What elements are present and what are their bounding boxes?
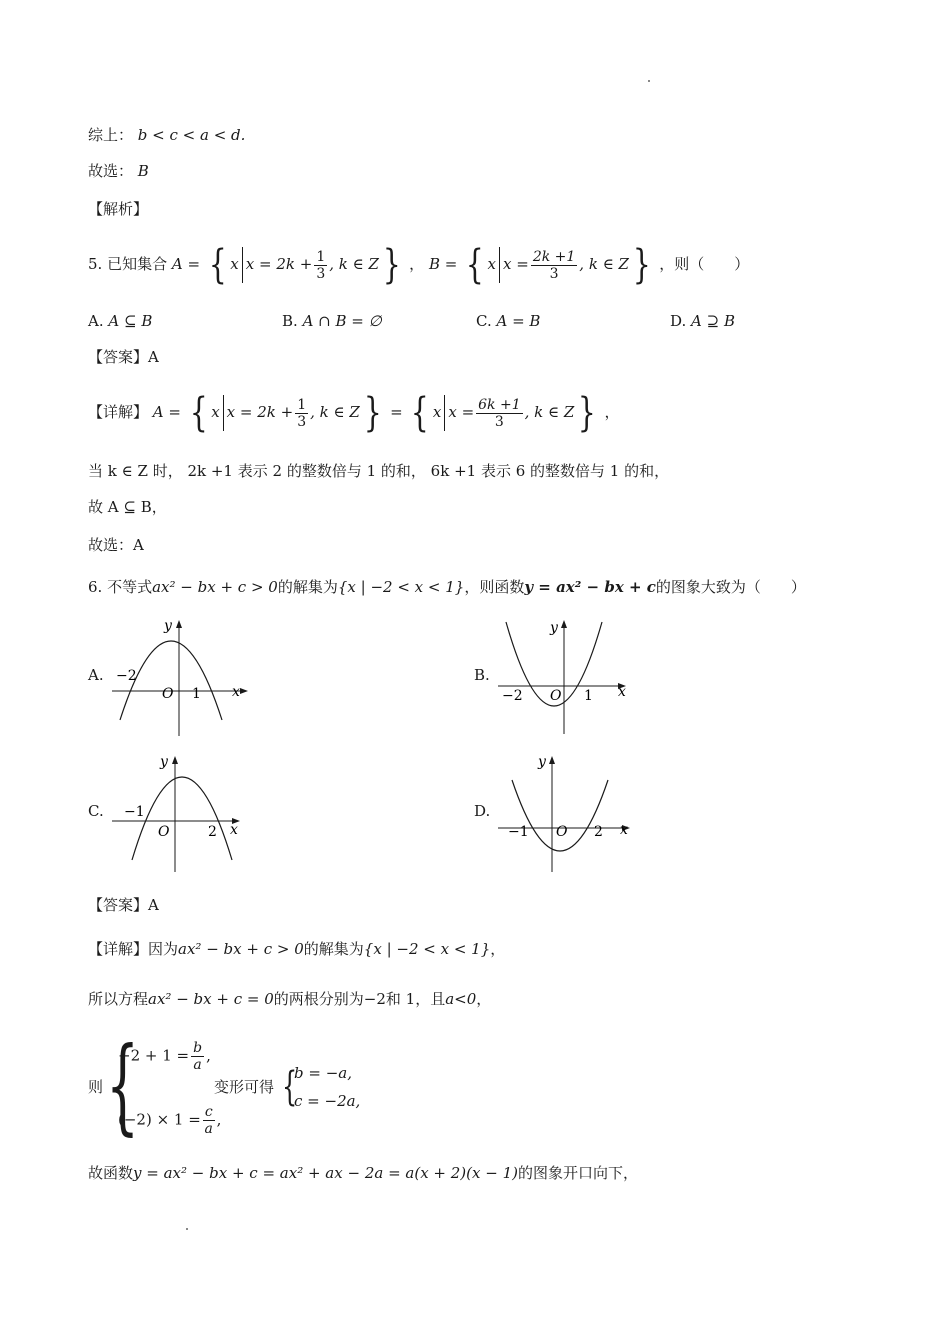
option-math: A ⊆ B (108, 312, 153, 330)
fraction-numerator: 1 (316, 248, 326, 265)
final-suffix: 的图象开口向下， (517, 1164, 638, 1182)
graph-d (494, 752, 644, 876)
left-brace-icon: { (189, 390, 208, 436)
q6-stem-suffix: 的图象大致为（ ） (655, 578, 806, 596)
choice-value: A (133, 536, 144, 554)
answer-label: 【答案】 (88, 348, 149, 366)
q6-stem-mid2: ，则函数 (464, 578, 525, 596)
q5-option-b (282, 310, 382, 332)
detail-text: ， (490, 940, 506, 958)
detail-lhs: A = (152, 403, 181, 421)
final-math: y = ax² − bx + c = ax² + ax − 2a = a(x + 2)(x − 1) (133, 1164, 518, 1182)
detail-root: −2 (363, 990, 386, 1008)
detail-elem: x (432, 403, 442, 421)
detail-label: 【详解】 (88, 940, 149, 958)
detail-text: 因为 (148, 940, 179, 958)
fraction-denominator: a (193, 1057, 202, 1073)
q5-stem-suffix: ，则（ ） (659, 255, 750, 273)
q5-set-a-cond: x = 2k + (245, 255, 313, 273)
fraction-numerator: 2k +1 (532, 248, 576, 265)
q5-detail-line-2: 当 k ∈ Z 时， 2k +1 表示 2 的整数倍与 1 的和， 6k +1 表示 6 的整数倍与 1 的和， (88, 462, 670, 480)
sys-result-2: c = −2a, (294, 1092, 361, 1110)
right-brace-icon: } (632, 242, 651, 288)
sys-prefix: 则 (88, 1078, 104, 1096)
fraction-denominator: 3 (549, 265, 559, 282)
root-left-label: −1 (508, 824, 529, 840)
q5-answer (88, 346, 159, 368)
y-axis-arrow-icon (549, 756, 555, 764)
summary-prefix: 综上： (88, 126, 134, 144)
root-right-label: 1 (192, 686, 201, 702)
root-left-label: −2 (502, 688, 523, 704)
fraction-numerator: 6k +1 (478, 396, 521, 413)
parabola-curve (132, 777, 232, 860)
detail-elem: x (211, 403, 220, 421)
fraction-denominator: 3 (297, 413, 307, 430)
q5-set-b-fraction (531, 249, 577, 282)
sys-eq2-lhs: (−2) × 1 = (118, 1110, 201, 1129)
graph-d-label: D. (474, 802, 491, 820)
graph-c-label: C. (88, 802, 104, 820)
choice-value: B (137, 162, 149, 180)
q5-option-c (476, 310, 540, 332)
option-math: A ⊇ B (691, 312, 736, 330)
sys-eq2-fraction (203, 1104, 215, 1137)
answer-value: A (148, 896, 159, 914)
left-brace-icon: { (208, 242, 227, 288)
right-brace-icon: } (363, 390, 382, 436)
set-bar (444, 395, 445, 431)
right-brace-icon: } (578, 390, 596, 436)
x-axis-label: x (230, 822, 238, 838)
set-bar (223, 395, 224, 431)
root-right-label: 1 (584, 688, 593, 704)
y-axis-arrow-icon (561, 620, 567, 628)
q5-set-a-lhs: A = (171, 255, 201, 273)
sys-result-1: b = −a, (294, 1064, 352, 1082)
big-left-brace-icon: { (106, 1024, 140, 1146)
q5-stem-prefix: 已知集合 (107, 255, 168, 273)
option-label: A. (88, 312, 104, 330)
detail-label: 【详解】 (88, 403, 149, 421)
answer-label: 【答案】 (88, 896, 149, 914)
x-axis-label: x (620, 822, 628, 838)
analysis-heading: 【解析】 (88, 200, 149, 218)
q6-detail-line-1 (88, 938, 505, 960)
choice-prefix: 故选： (88, 162, 134, 180)
summary-line (88, 124, 245, 146)
option-math: A = B (496, 312, 541, 330)
detail-solution-set: {x | −2 < x < 1} (363, 940, 491, 958)
graph-b-label: B. (474, 666, 490, 684)
origin-label: O (158, 824, 170, 840)
set-bar (499, 247, 500, 283)
equation-system (88, 1024, 508, 1146)
q5-number: 5. (88, 255, 103, 273)
origin-label: O (556, 824, 568, 840)
sys-eq-1 (118, 1040, 211, 1073)
set-bar (242, 247, 243, 283)
q5-set-b-cond: x = (503, 255, 529, 273)
detail-set2-fraction (476, 397, 522, 430)
root-left-label: −2 (116, 668, 137, 684)
sys-eq-2 (118, 1104, 221, 1137)
sys-eq1-lhs: −2 + 1 = (118, 1046, 190, 1065)
x-axis-label: x (232, 684, 240, 700)
y-axis-arrow-icon (176, 620, 182, 628)
q6-stem (88, 576, 806, 598)
q6-detail-line-2 (88, 988, 491, 1010)
option-label: C. (476, 312, 492, 330)
detail-inequality: ax² − bx + c > 0 (178, 940, 304, 958)
detail-condition: a<0 (445, 990, 477, 1008)
origin-label: O (550, 688, 562, 704)
q5-option-d (670, 310, 735, 332)
q5-option-a (88, 310, 152, 332)
q5-detail (88, 390, 620, 436)
detail-set1-cond: x = 2k + (226, 403, 294, 421)
sys-mid: 变形可得 (214, 1078, 275, 1096)
q5-set-a-fraction (314, 249, 327, 282)
detail-set1-post: , k ∈ Z (310, 403, 360, 421)
choice-prefix: 故选： (88, 536, 134, 554)
graph-a-label: A. (88, 666, 104, 684)
detail-text: 的解集为 (303, 940, 364, 958)
parabola-curve (512, 780, 608, 851)
q5-set-b-elem: x (487, 255, 497, 273)
q5-set-a-elem: x (230, 255, 239, 273)
detail-set2-cond: x = (448, 403, 475, 421)
q5-set-a-post: , k ∈ Z (329, 255, 379, 273)
fraction-numerator: 1 (297, 396, 307, 413)
detail-text: ， (476, 990, 492, 1008)
q6-inequality: ax² − bx + c > 0 (152, 578, 278, 596)
final-prefix: 故函数 (88, 1164, 134, 1182)
fraction-denominator: a (204, 1121, 213, 1137)
detail-equals: = (390, 403, 403, 421)
x-axis-arrow-icon (240, 688, 248, 694)
detail-text: 所以方程 (88, 990, 149, 1008)
left-brace-icon: { (465, 242, 484, 288)
speck-mark (648, 80, 650, 82)
detail-set1-fraction (295, 397, 308, 430)
sys-eq1-tail: , (206, 1046, 211, 1065)
small-left-brace-icon: { (282, 1064, 298, 1110)
origin-label: O (162, 686, 174, 702)
root-right-label: 2 (594, 824, 603, 840)
root-left-label: −1 (124, 804, 145, 820)
detail-text: 和 1，且 (385, 990, 446, 1008)
q5-set-b-post: , k ∈ Z (579, 255, 629, 273)
detail-set2-post: , k ∈ Z (524, 403, 575, 421)
choice-line (88, 160, 149, 182)
speck-mark (186, 1228, 188, 1230)
summary-math: b < c < a < d. (137, 126, 246, 144)
fraction-denominator: 3 (494, 413, 504, 430)
answer-value: A (148, 348, 159, 366)
y-axis-label: y (550, 620, 558, 636)
sys-eq2-tail: , (216, 1110, 222, 1129)
q6-answer (88, 894, 159, 916)
detail-tail: ， (604, 403, 620, 421)
option-math: A ∩ B = ∅ (302, 312, 382, 330)
detail-equation: ax² − bx + c = 0 (148, 990, 274, 1008)
q5-detail-line-3: 故 A ⊆ B， (88, 498, 167, 516)
y-axis-label: y (538, 754, 546, 770)
q6-function: y = ax² − bx + c (524, 578, 656, 596)
detail-text: 的两根分别为 (273, 990, 364, 1008)
q6-final-line (88, 1162, 638, 1184)
option-label: B. (282, 312, 298, 330)
q5-separator: ， (409, 255, 425, 273)
q6-stem-mid: 的解集为 (277, 578, 338, 596)
q5-detail-line-4 (88, 534, 144, 556)
q5-stem (88, 242, 750, 288)
sys-eq1-fraction (191, 1040, 204, 1073)
fraction-numerator: b (193, 1040, 203, 1056)
x-axis-label: x (618, 684, 626, 700)
graph-b (494, 616, 644, 740)
q6-number: 6. (88, 578, 103, 596)
option-label: D. (670, 312, 687, 330)
y-axis-label: y (160, 754, 168, 770)
root-right-label: 2 (208, 824, 217, 840)
graph-c (108, 752, 258, 876)
q6-solution-set: {x | −2 < x < 1} (337, 578, 465, 596)
fraction-denominator: 3 (316, 265, 326, 282)
right-brace-icon: } (382, 242, 401, 288)
graph-a (108, 616, 258, 740)
left-brace-icon: { (411, 390, 430, 436)
y-axis-arrow-icon (172, 756, 178, 764)
fraction-numerator: c (204, 1104, 213, 1120)
y-axis-label: y (164, 618, 172, 634)
q5-set-b-lhs: B = (428, 255, 458, 273)
q6-stem-prefix: 不等式 (107, 578, 153, 596)
